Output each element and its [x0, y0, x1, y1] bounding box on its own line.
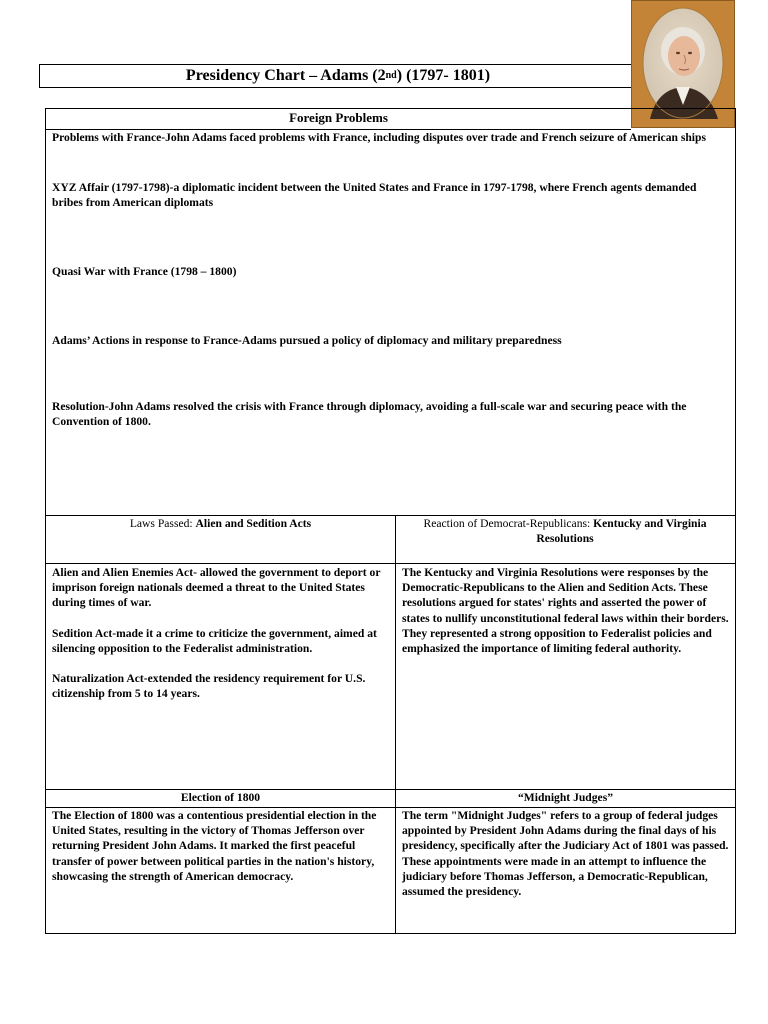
laws-passed-body — [52, 565, 388, 716]
midnight-judges-text: The term "Midnight Judges" refers to a group of federal judges appointed by President John Adams during the final days of his presidency, specifically after the Judiciary Act of 1801 was passed. These appointments were made in an attempt to influence the judiciary before Thomas Jefferson, a Democratic-Republican, assumed the presidency. — [402, 809, 729, 899]
election-heading: Election of 1800 — [180, 791, 261, 804]
resolution: Resolution-John Adams resolved the crisis with France through diplomacy, avoiding a full-scale war and securing peace with the Convention of 1800. — [52, 400, 687, 429]
reaction-text: The Kentucky and Virginia Resolutions were responses by the Democratic-Republicans to the Alien and Sedition Acts. These resolutions argued for states' rights and asserted the power of states to nullify unconstitutional federal laws within their borders. They represented a strong opposition to Federalist policies and emphasized the importance of limiting federal authority. — [402, 566, 729, 656]
foreign-problems-heading: Foreign Problems — [289, 110, 388, 125]
laws-passed-value: Alien and Sedition Acts — [195, 517, 312, 530]
laws-passed-heading — [46, 516, 395, 531]
sedition-act: Sedition Act-made it a crime to criticize the government, aimed at silencing opposition to the Federalist administration. — [52, 626, 377, 655]
alien-acts: Alien and Alien Enemies Act- allowed the government to deport or imprison foreign nationals deemed a threat to the United States during times of war. — [52, 566, 381, 610]
problems-with-france: Problems with France-John Adams faced problems with France, including disputes over trade and French seizure of American ships — [52, 131, 706, 144]
reaction-value: Kentucky and Virginia Resolutions — [536, 517, 707, 546]
laws-passed-label: Laws Passed: — [129, 517, 196, 530]
portrait-image — [632, 1, 734, 127]
election-body — [52, 808, 388, 899]
midnight-judges-heading: “Midnight Judges” — [517, 791, 614, 804]
election-text: The Election of 1800 was a contentious presidential election in the United States, resulting in the victory of Thomas Jefferson over returning President John Adams. It marked the first peaceful transfer of power between political parties in the nation's history, showcasing the strength of American democracy. — [52, 809, 377, 883]
title-tail: ) (1797- 1801) — [396, 67, 491, 84]
midnight-judges-body — [402, 808, 730, 914]
adams-actions: Adams’ Actions in response to France-Adams pursued a policy of diplomacy and military preparedness — [52, 334, 562, 347]
reaction-heading — [400, 516, 730, 546]
reaction-body — [402, 565, 730, 671]
quasi-war: Quasi War with France (1798 – 1800) — [52, 265, 237, 278]
naturalization-act: Naturalization Act-extended the residency requirement for U.S. citizenship from 5 to 14 years. — [52, 672, 366, 701]
reaction-label: Reaction of Democrat-Republicans: — [423, 517, 594, 530]
john-adams-portrait — [631, 0, 735, 128]
divider — [395, 515, 396, 934]
xyz-affair: XYZ Affair (1797-1798)-a diplomatic incident between the United States and France in 1797-1798, where French agents demanded bribes from American diplomats — [52, 181, 697, 210]
divider — [45, 563, 736, 564]
title-text: Presidency Chart – Adams (2 — [185, 67, 386, 84]
page-title: Presidency Chart – Adams (2 nd ) (1797- 1801) — [39, 64, 637, 88]
